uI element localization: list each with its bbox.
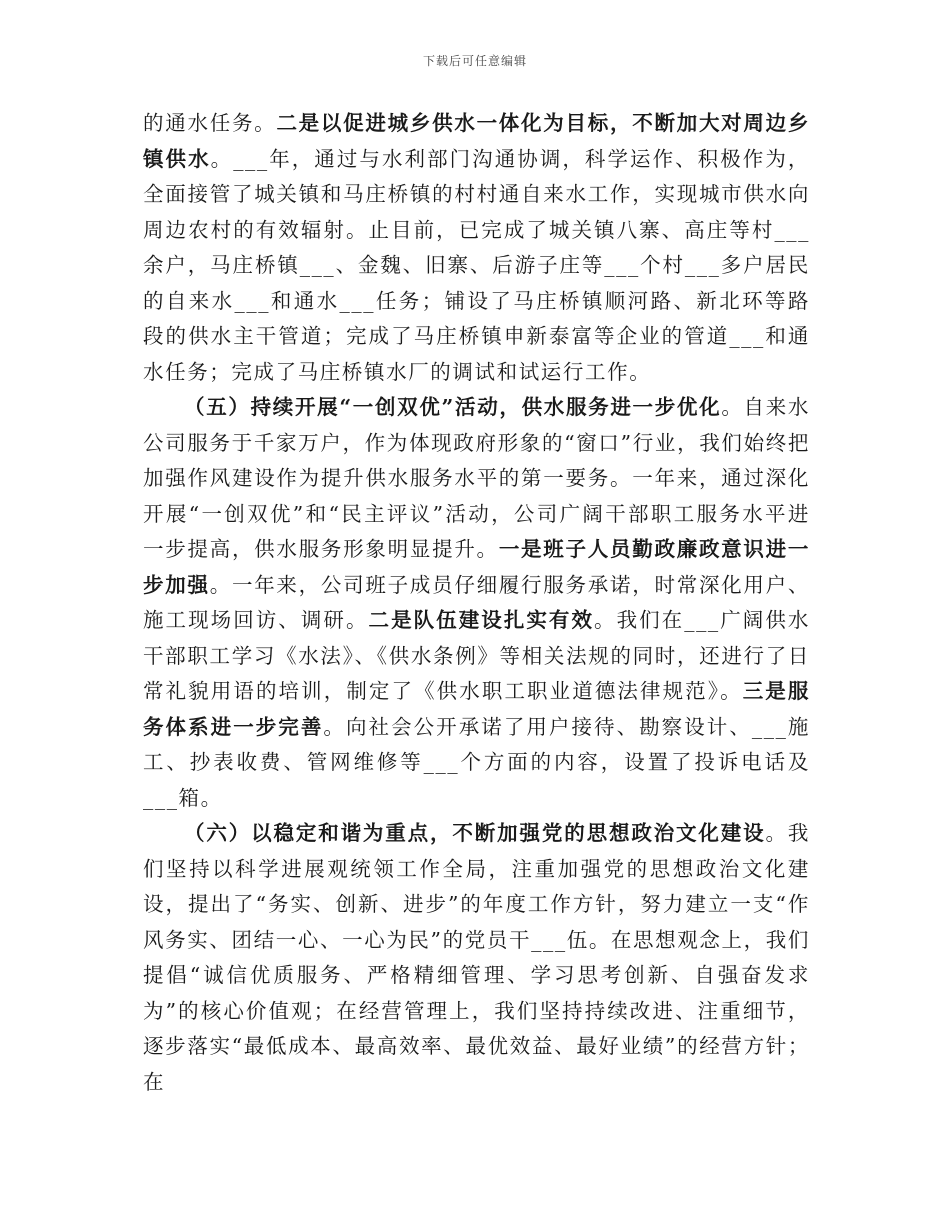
para2-bold-point-2: 二是队伍建设扎实有效 <box>368 608 595 632</box>
para2-bold-point-3: 三是服务体系进一步完善 <box>143 679 810 739</box>
paragraph-1 <box>143 106 810 390</box>
para1-bold-heading-2: 二是以促进城乡供水一体化为目标，不断加大对周边乡镇供水 <box>143 111 810 171</box>
para2-text-2: 。一年来，公司班子成员仔细履行服务承诺，时常深化用户、施工现场回访、调研。 <box>143 572 810 632</box>
paragraph-3 <box>143 816 810 1100</box>
page-header: 下载后可任意编辑 <box>422 54 527 68</box>
paragraph-2 <box>143 390 810 816</box>
para2-text-1: 。自来水公司服务于千家万户，作为体现政府形象的“窗口”行业，我们始终把加强作风建设作为提升供水服务水平的第一要务。一年来，通过深化开展“一创双优”和“民主评议”活动，公司广阔干部职工服务水平进一步提高，供水服务形象明显提升。 <box>143 395 810 561</box>
para2-bold-point-1: 一是班子人员勤政廉政意识进一步加强 <box>143 537 810 597</box>
section-5-heading: （五）持续开展“一创双优”活动，供水服务进一步优化 <box>184 395 722 419</box>
para3-text-1: 。我们坚持以科学进展观统领工作全局，注重加强党的思想政治文化建设，提出了“务实、创新、进步”的年度工作方针，努力建立一支“作风务实、团结一心、一心为民”的党员干___伍。在思想观念上，我们提倡“诚信优质服务、严格精细管理、学习思考创新、自强奋发求为”的核心价值观；在经营管理上，我们坚持持续改进、注重细节，逐步落实“最低成本、最高效率、最优效益、最好业绩”的经营方针；在 <box>143 821 810 1094</box>
document-body <box>143 106 810 1100</box>
para2-text-3: 。我们在___广阔供水干部职工学习《水法》、《供水条例》等相关法规的同时，还进行了日常礼貌用语的培训，制定了《供水职工职业道德法律规范》。 <box>143 608 810 703</box>
para1-text-3: 。___年，通过与水利部门沟通协调，科学运作、积极作为，全面接管了城关镇和马庄桥镇的村村通自来水工作，实现城市供水向周边农村的有效辐射。止目前，已完成了城关镇八寨、高庄等村___余户，马庄桥镇___、金魏、旧寨、后游子庄等___个村___多户居民的自来水___和通水___任务；铺设了马庄桥镇顺河路、新北环等路段的供水主干管道；完成了马庄桥镇申新泰富等企业的管道___和通水任务；完成了马庄桥镇水厂的调试和试运行工作。 <box>143 146 810 384</box>
section-6-heading: （六）以稳定和谐为重点，不断加强党的思想政治文化建设 <box>184 821 766 845</box>
para1-text-1: 的通水任务。 <box>143 111 277 135</box>
para2-text-4: 。向社会公开承诺了用户接待、勘察设计、___施工、抄表收费、管网维修等___个方面的内容，设置了投诉电话及___箱。 <box>143 714 810 810</box>
